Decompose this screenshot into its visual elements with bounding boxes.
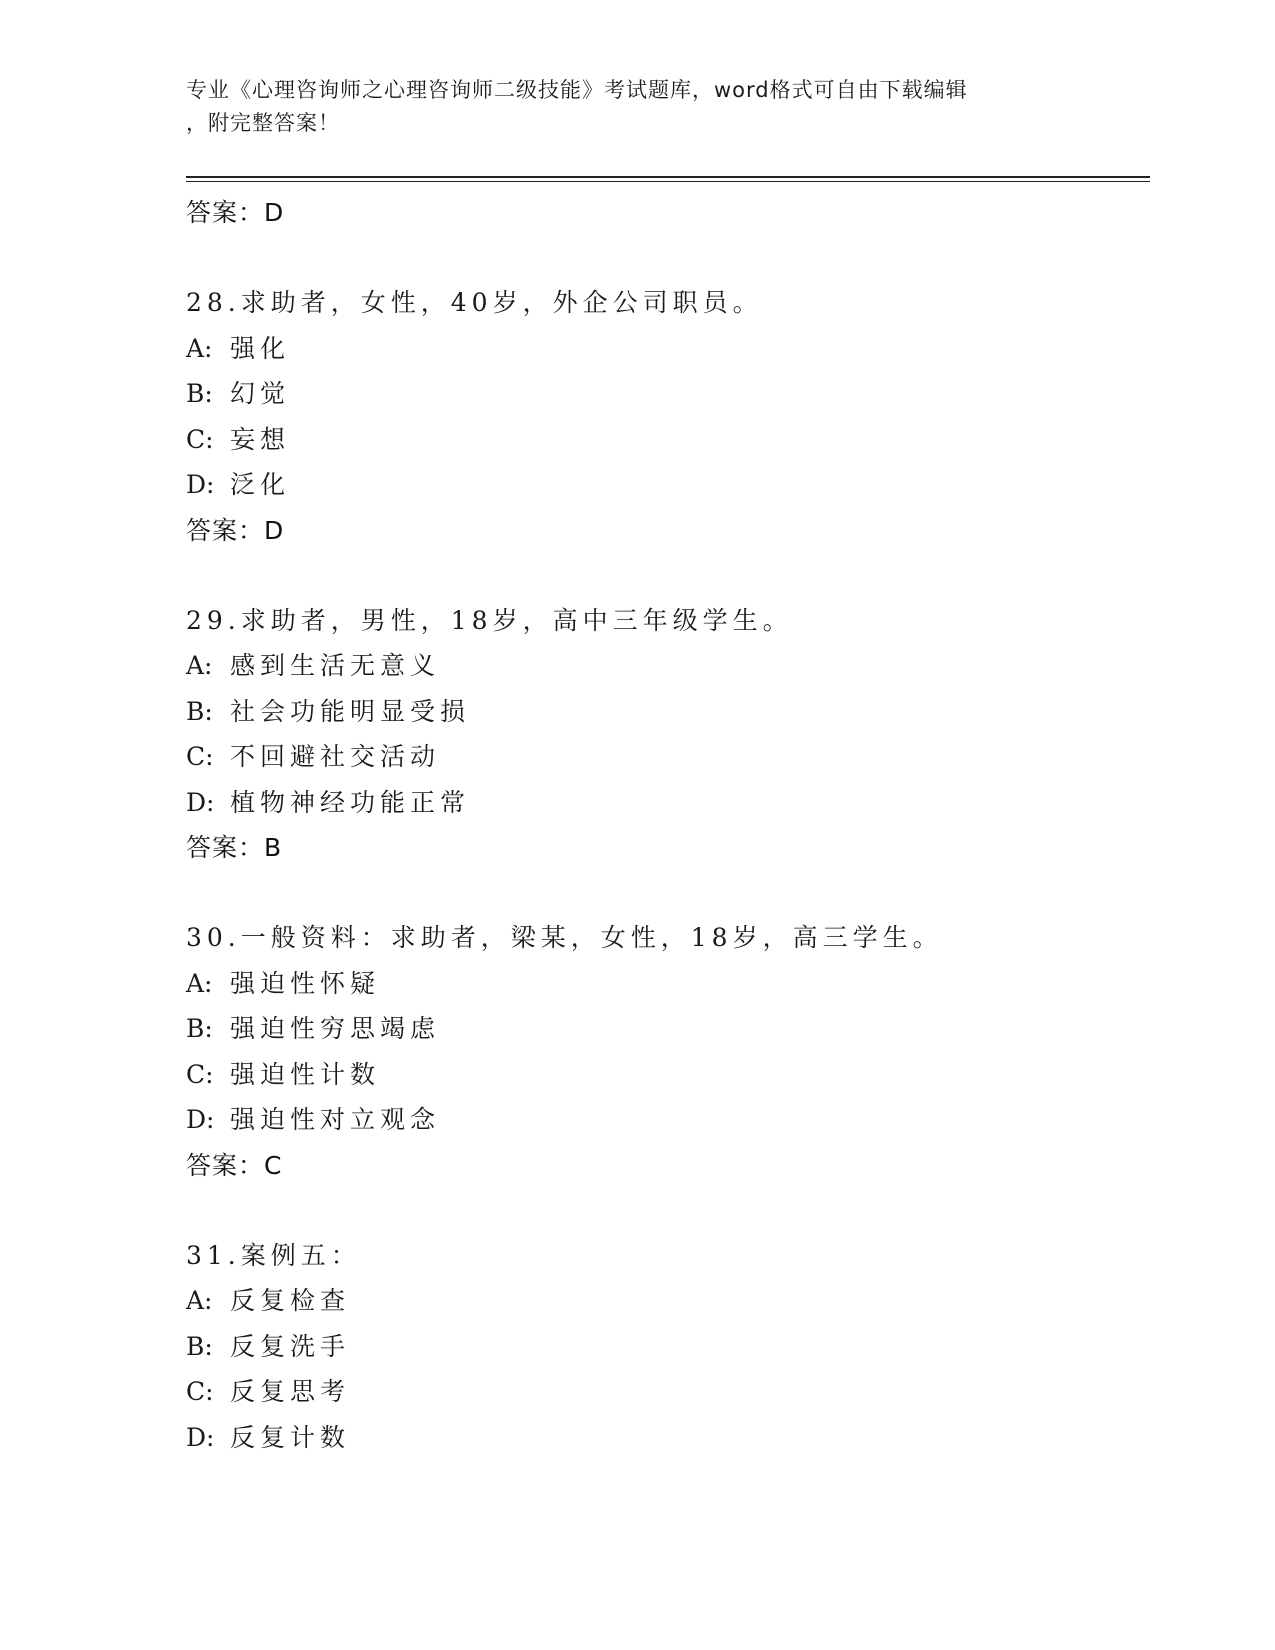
page-header bbox=[186, 74, 1086, 140]
question-29 bbox=[186, 598, 1146, 872]
option-text: 强迫性对立观念 bbox=[230, 1105, 441, 1134]
option-letter: A: bbox=[186, 651, 213, 680]
option-letter: D: bbox=[186, 787, 215, 817]
option-text: 反复计数 bbox=[230, 1422, 351, 1452]
question-28 bbox=[186, 280, 1146, 554]
option-a bbox=[186, 961, 1146, 1007]
option-a bbox=[186, 643, 1146, 689]
header-divider-thick bbox=[186, 176, 1150, 178]
header-divider-thin bbox=[186, 181, 1150, 182]
option-text: 妄想 bbox=[230, 424, 291, 454]
option-text: 社会功能明显受损 bbox=[230, 696, 471, 726]
option-letter: B: bbox=[186, 1014, 213, 1043]
option-b bbox=[186, 1006, 1146, 1052]
question-text: 29.求助者，男性，18岁，高中三年级学生。 bbox=[186, 605, 793, 635]
option-text: 强迫性穷思竭虑 bbox=[230, 1014, 441, 1043]
option-text: 强化 bbox=[230, 333, 291, 363]
option-a bbox=[186, 1278, 1146, 1324]
option-letter: A: bbox=[186, 333, 213, 363]
option-text: 泛化 bbox=[230, 470, 291, 499]
option-letter: B: bbox=[186, 1331, 213, 1361]
option-text: 感到生活无意义 bbox=[230, 651, 441, 680]
question-text: 28.求助者，女性，40岁，外企公司职员。 bbox=[186, 288, 763, 317]
option-c bbox=[186, 417, 1146, 463]
option-letter: A: bbox=[186, 1286, 213, 1315]
option-text: 不回避社交活动 bbox=[230, 742, 441, 771]
option-text: 幻觉 bbox=[230, 379, 291, 408]
option-b bbox=[186, 371, 1146, 417]
option-letter: B: bbox=[186, 696, 213, 726]
answer-line: 答案：B bbox=[186, 833, 283, 862]
option-text: 植物神经功能正常 bbox=[230, 787, 471, 817]
option-text: 强迫性怀疑 bbox=[230, 968, 381, 998]
option-c bbox=[186, 1052, 1146, 1098]
header-title-line-2: ，附完整答案！ bbox=[186, 111, 340, 135]
option-c bbox=[186, 1369, 1146, 1415]
option-letter: D: bbox=[186, 470, 215, 499]
option-a bbox=[186, 326, 1146, 372]
option-d bbox=[186, 780, 1146, 826]
option-b bbox=[186, 689, 1146, 735]
option-c bbox=[186, 734, 1146, 780]
option-d bbox=[186, 1415, 1146, 1461]
question-text: 31.案例五： bbox=[186, 1240, 361, 1270]
option-letter: D: bbox=[186, 1105, 215, 1134]
option-text: 反复思考 bbox=[230, 1377, 351, 1406]
option-letter: B: bbox=[186, 379, 213, 408]
answer-line: 答案：D bbox=[186, 515, 285, 545]
question-30 bbox=[186, 915, 1146, 1189]
option-text: 反复洗手 bbox=[230, 1331, 351, 1361]
option-letter: D: bbox=[186, 1422, 215, 1452]
question-31 bbox=[186, 1233, 1146, 1461]
answer-line: 答案：C bbox=[186, 1150, 283, 1180]
option-text: 反复检查 bbox=[230, 1286, 351, 1315]
option-text: 强迫性计数 bbox=[230, 1059, 381, 1089]
option-letter: C: bbox=[186, 424, 214, 454]
header-title-line-1: 专业《心理咨询师之心理咨询师二级技能》考试题库，word格式可自由下载编辑 bbox=[186, 78, 968, 102]
option-letter: C: bbox=[186, 742, 214, 771]
option-letter: C: bbox=[186, 1059, 214, 1089]
question-text: 30.一般资料：求助者，梁某，女性，18岁，高三学生。 bbox=[186, 923, 943, 952]
option-d bbox=[186, 1097, 1146, 1143]
previous-answer: 答案：D bbox=[186, 198, 285, 227]
option-letter: C: bbox=[186, 1377, 214, 1406]
option-b bbox=[186, 1324, 1146, 1370]
question-list bbox=[186, 190, 1146, 1460]
option-letter: A: bbox=[186, 968, 213, 998]
option-d bbox=[186, 462, 1146, 508]
